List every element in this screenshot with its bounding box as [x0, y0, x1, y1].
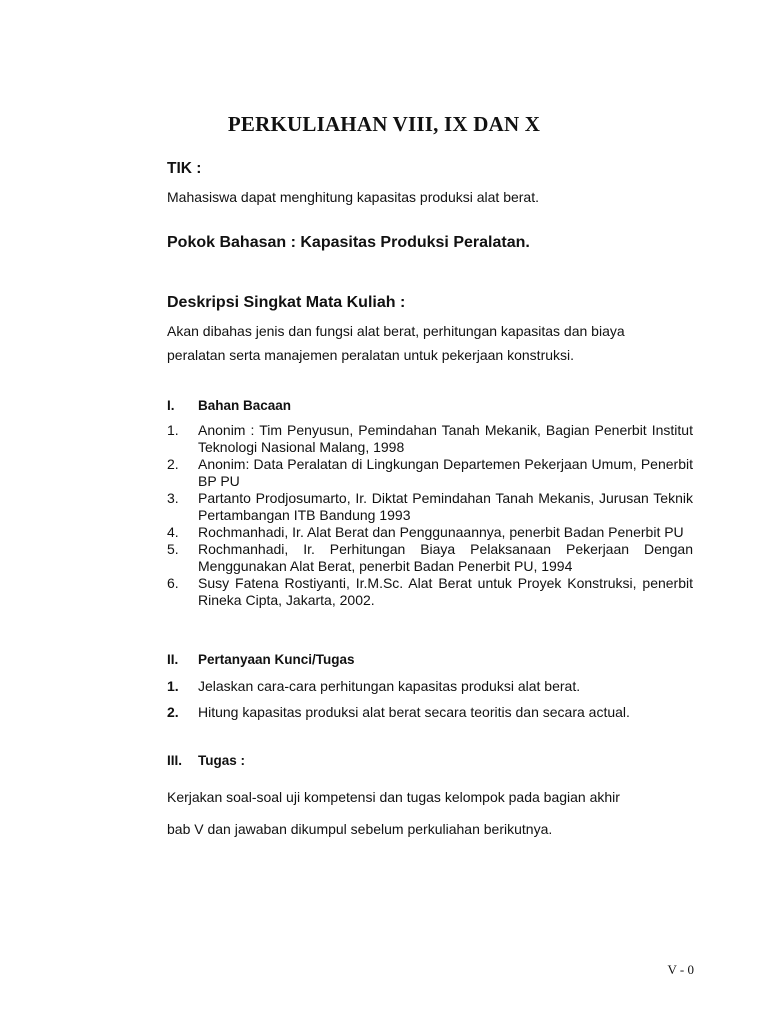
pertanyaan-heading	[167, 652, 355, 667]
pokok-bahasan-heading: Pokok Bahasan : Kapasitas Produksi Peralatan.	[167, 234, 530, 251]
tik-text: Mahasiswa dapat menghitung kapasitas produksi alat berat.	[167, 189, 539, 205]
item-number: 1.	[167, 678, 179, 694]
list-item	[167, 524, 693, 541]
item-text: Susy Fatena Rostiyanti, Ir.M.Sc. Alat Berat untuk Proyek Konstruksi, penerbit Rineka Cipta, Jakarta, 2002.	[198, 575, 693, 608]
tugas-line-2: bab V dan jawaban dikumpul sebelum perkuliahan berikutnya.	[167, 821, 553, 837]
section-number: I.	[167, 398, 175, 413]
item-text: Partanto Prodjosumarto, Ir. Diktat Pemindahan Tanah Mekanis, Jurusan Teknik Pertambangan ITB Bandung 1993	[198, 490, 693, 523]
item-number: 1.	[167, 422, 179, 438]
page-title: PERKULIAHAN VIII, IX DAN X	[227, 112, 541, 136]
item-number: 5.	[167, 541, 179, 557]
list-item	[167, 422, 693, 456]
tugas-line-1: Kerjakan soal-soal uji kompetensi dan tugas kelompok pada bagian akhir	[167, 789, 620, 805]
tugas-heading	[167, 753, 245, 768]
reference-list	[167, 422, 693, 609]
section-number: III.	[167, 753, 183, 768]
item-text: Anonim: Data Peralatan di Lingkungan Departemen Pekerjaan Umum, Penerbit BP PU	[198, 456, 693, 489]
item-number: 3.	[167, 490, 179, 506]
list-item	[167, 678, 693, 704]
item-number: 2.	[167, 704, 179, 720]
bahan-bacaan-heading	[167, 398, 291, 413]
item-number: 6.	[167, 575, 179, 591]
list-item	[167, 490, 693, 524]
section-number: II.	[167, 652, 179, 667]
item-text: Rochmanhadi, Ir. Alat Berat dan Penggunaannya, penerbit Badan Penerbit PU	[198, 524, 684, 540]
item-text: Rochmanhadi, Ir. Perhitungan Biaya Pelaksanaan Pekerjaan Dengan Menggunakan Alat Berat, penerbit Badan Penerbit PU, 1994	[198, 541, 693, 574]
item-text: Jelaskan cara-cara perhitungan kapasitas produksi alat berat.	[198, 678, 581, 694]
page-number: V - 0	[667, 962, 694, 977]
item-text: Hitung kapasitas produksi alat berat secara teoritis dan secara actual.	[198, 704, 630, 720]
deskripsi-line-1: Akan dibahas jenis dan fungsi alat berat, perhitungan kapasitas dan biaya	[167, 323, 625, 339]
list-item	[167, 704, 693, 730]
item-number: 4.	[167, 524, 179, 540]
item-number: 2.	[167, 456, 179, 472]
question-list	[167, 678, 693, 730]
section-title: Tugas :	[198, 753, 245, 768]
list-item	[167, 541, 693, 575]
item-text: Anonim : Tim Penyusun, Pemindahan Tanah Mekanik, Bagian Penerbit Institut Teknologi Nasional Malang, 1998	[198, 422, 693, 455]
list-item	[167, 575, 693, 609]
list-item	[167, 456, 693, 490]
deskripsi-line-2: peralatan serta manajemen peralatan untuk pekerjaan konstruksi.	[167, 347, 575, 363]
tik-heading: TIK :	[167, 160, 202, 177]
section-title: Pertanyaan Kunci/Tugas	[198, 652, 355, 667]
section-title: Bahan Bacaan	[198, 398, 292, 413]
deskripsi-heading: Deskripsi Singkat Mata Kuliah :	[167, 294, 406, 311]
